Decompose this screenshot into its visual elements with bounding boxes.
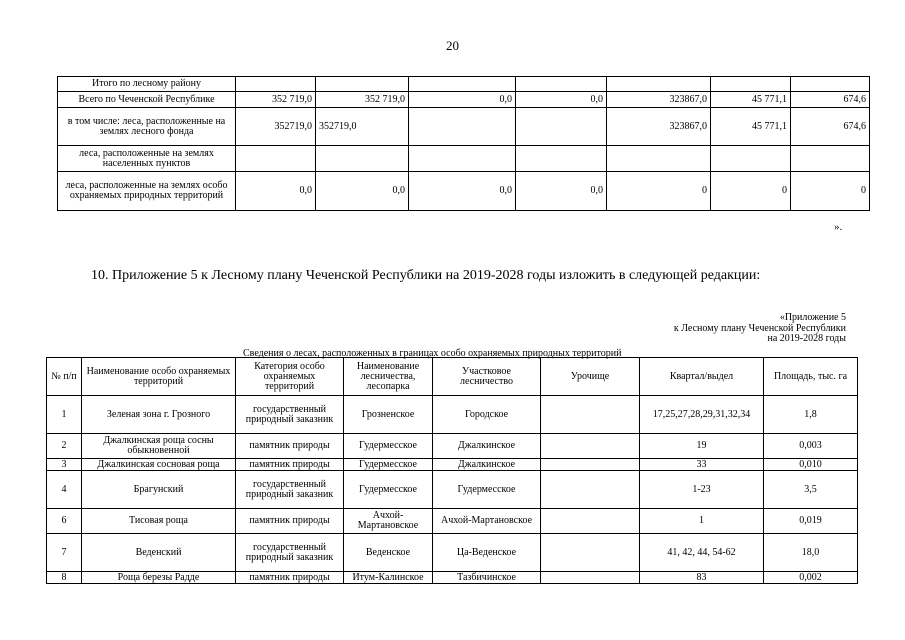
table-cell: 323867,0 [607,92,711,108]
table-cell: 18,0 [764,534,858,572]
table-row [47,509,858,534]
appendix-line: к Лесному плану Чеченской Республики [673,322,846,334]
table-row [47,434,858,459]
table-cell: Гудермесское [344,434,433,459]
table-cell: 0 [711,172,791,211]
table-cell: Джалкинское [433,459,541,471]
table-row [47,534,858,572]
appendix-line: на 2019-2028 годы [767,333,846,344]
table-cell: Веденское [344,534,433,572]
table-cell [541,534,640,572]
table-cell [541,459,640,471]
table-cell: Ца-Веденское [433,534,541,572]
table-row [58,108,870,146]
header-row [47,358,858,396]
table-cell: Гудермесское [344,471,433,509]
forest-summary-table [57,76,870,211]
table-cell [409,146,516,172]
table-cell: 0,0 [516,92,607,108]
table-cell: 1 [47,396,82,434]
table-cell: 352 719,0 [236,92,316,108]
table-cell: памятник природы [236,434,344,459]
table-cell [607,77,711,92]
table-cell: 0 [791,172,870,211]
row-label: в том числе: леса, расположенные на землях лесного фонда [58,108,236,146]
table-cell [791,77,870,92]
table-cell: 1 [640,509,764,534]
table-cell: Грозненское [344,396,433,434]
table-cell [541,434,640,459]
table-cell: 0 [607,172,711,211]
protected-areas-table [46,357,858,584]
table-cell [541,396,640,434]
table-cell: Джалкинское [433,434,541,459]
table-cell: Джалкинская роща сосны обыкновенной [82,434,236,459]
column-header: Площадь, тыс. га [764,358,858,396]
table-title: Сведения о лесах, расположенных в границах особо охраняемых природных территорий [243,348,622,359]
table-cell [516,146,607,172]
table-cell: 352719,0 [236,108,316,146]
table-row [47,459,858,471]
appendix-header [674,313,846,345]
closing-quote: ». [834,221,843,233]
table-cell [316,77,409,92]
table-cell: 45 771,1 [711,92,791,108]
table-cell: 352 719,0 [316,92,409,108]
table-cell: государственный природный заказник [236,534,344,572]
table-cell: 4 [47,471,82,509]
column-header: Участковое лесничество [433,358,541,396]
table-cell: 0,019 [764,509,858,534]
table-cell: Джалкинская сосновая роща [82,459,236,471]
column-header: Наименование лесничества, лесопарка [344,358,433,396]
table-cell: Брагунский [82,471,236,509]
table-cell: 33 [640,459,764,471]
appendix-line: «Приложение 5 [779,312,846,323]
table-cell: 6 [47,509,82,534]
table-row [58,172,870,211]
table-cell: 0,002 [764,572,858,584]
table-cell: 323867,0 [607,108,711,146]
table-cell: Тазбичинское [433,572,541,584]
table-cell [607,146,711,172]
table-cell: 3 [47,459,82,471]
table-cell [316,146,409,172]
table-cell: Роща березы Радде [82,572,236,584]
table-row [58,77,870,92]
table-cell: 0,0 [316,172,409,211]
table-cell: 83 [640,572,764,584]
table-cell [236,77,316,92]
table-cell: 674,6 [791,108,870,146]
table-row [58,146,870,172]
amendment-paragraph: 10. Приложение 5 к Лесному плану Чеченской Республики на 2019-2028 годы изложить в следующей редакции: [91,268,761,283]
row-label: Итого по лесному району [58,77,236,92]
table-row [58,92,870,108]
table-row [47,396,858,434]
table-cell: Веденский [82,534,236,572]
table-row [47,572,858,584]
table-cell: 674,6 [791,92,870,108]
table-cell: 45 771,1 [711,108,791,146]
table-cell: 3,5 [764,471,858,509]
table-cell [791,146,870,172]
table-cell: государственный природный заказник [236,396,344,434]
table-cell [409,77,516,92]
table-cell: памятник природы [236,572,344,584]
table-cell: памятник природы [236,509,344,534]
table-cell: 0,010 [764,459,858,471]
row-label: Всего по Чеченской Республике [58,92,236,108]
table-cell [541,509,640,534]
column-header: Наименование особо охраняемых территорий [82,358,236,396]
table-cell [236,146,316,172]
table-cell: памятник природы [236,459,344,471]
table-cell: 2 [47,434,82,459]
column-header: Урочище [541,358,640,396]
table-cell: 0,0 [409,172,516,211]
table-cell: 7 [47,534,82,572]
column-header: № п/п [47,358,82,396]
table-cell: 0,003 [764,434,858,459]
table-cell: 1,8 [764,396,858,434]
table-row [47,471,858,509]
table-cell [541,572,640,584]
table-cell: 0,0 [516,172,607,211]
table-cell: Итум-Калинское [344,572,433,584]
column-header: Квартал/выдел [640,358,764,396]
table-cell: Ачхой-Мартановское [433,509,541,534]
page-number: 20 [446,38,459,53]
table-cell [409,108,516,146]
column-header: Категория особо охраняемых территорий [236,358,344,396]
table-cell: 352719,0 [316,108,409,146]
table-cell: 8 [47,572,82,584]
table-cell: 17,25,27,28,29,31,32,34 [640,396,764,434]
table-cell: Тисовая роща [82,509,236,534]
table-cell: 1-23 [640,471,764,509]
table-cell [711,146,791,172]
table-cell: Ачхой-Мартановское [344,509,433,534]
table-cell [516,77,607,92]
table-cell: Городское [433,396,541,434]
table-cell: Гудермесское [344,459,433,471]
table-cell [541,471,640,509]
table-cell: 0,0 [236,172,316,211]
table-cell: Гудермесское [433,471,541,509]
table-cell: 41, 42, 44, 54-62 [640,534,764,572]
table-cell: 0,0 [409,92,516,108]
table-cell: 19 [640,434,764,459]
table-cell [516,108,607,146]
table-cell [711,77,791,92]
row-label: леса, расположенные на землях особо охраняемых природных территорий [58,172,236,211]
table-cell: государственный природный заказник [236,471,344,509]
row-label: леса, расположенные на землях населенных пунктов [58,146,236,172]
table-cell: Зеленая зона г. Грозного [82,396,236,434]
